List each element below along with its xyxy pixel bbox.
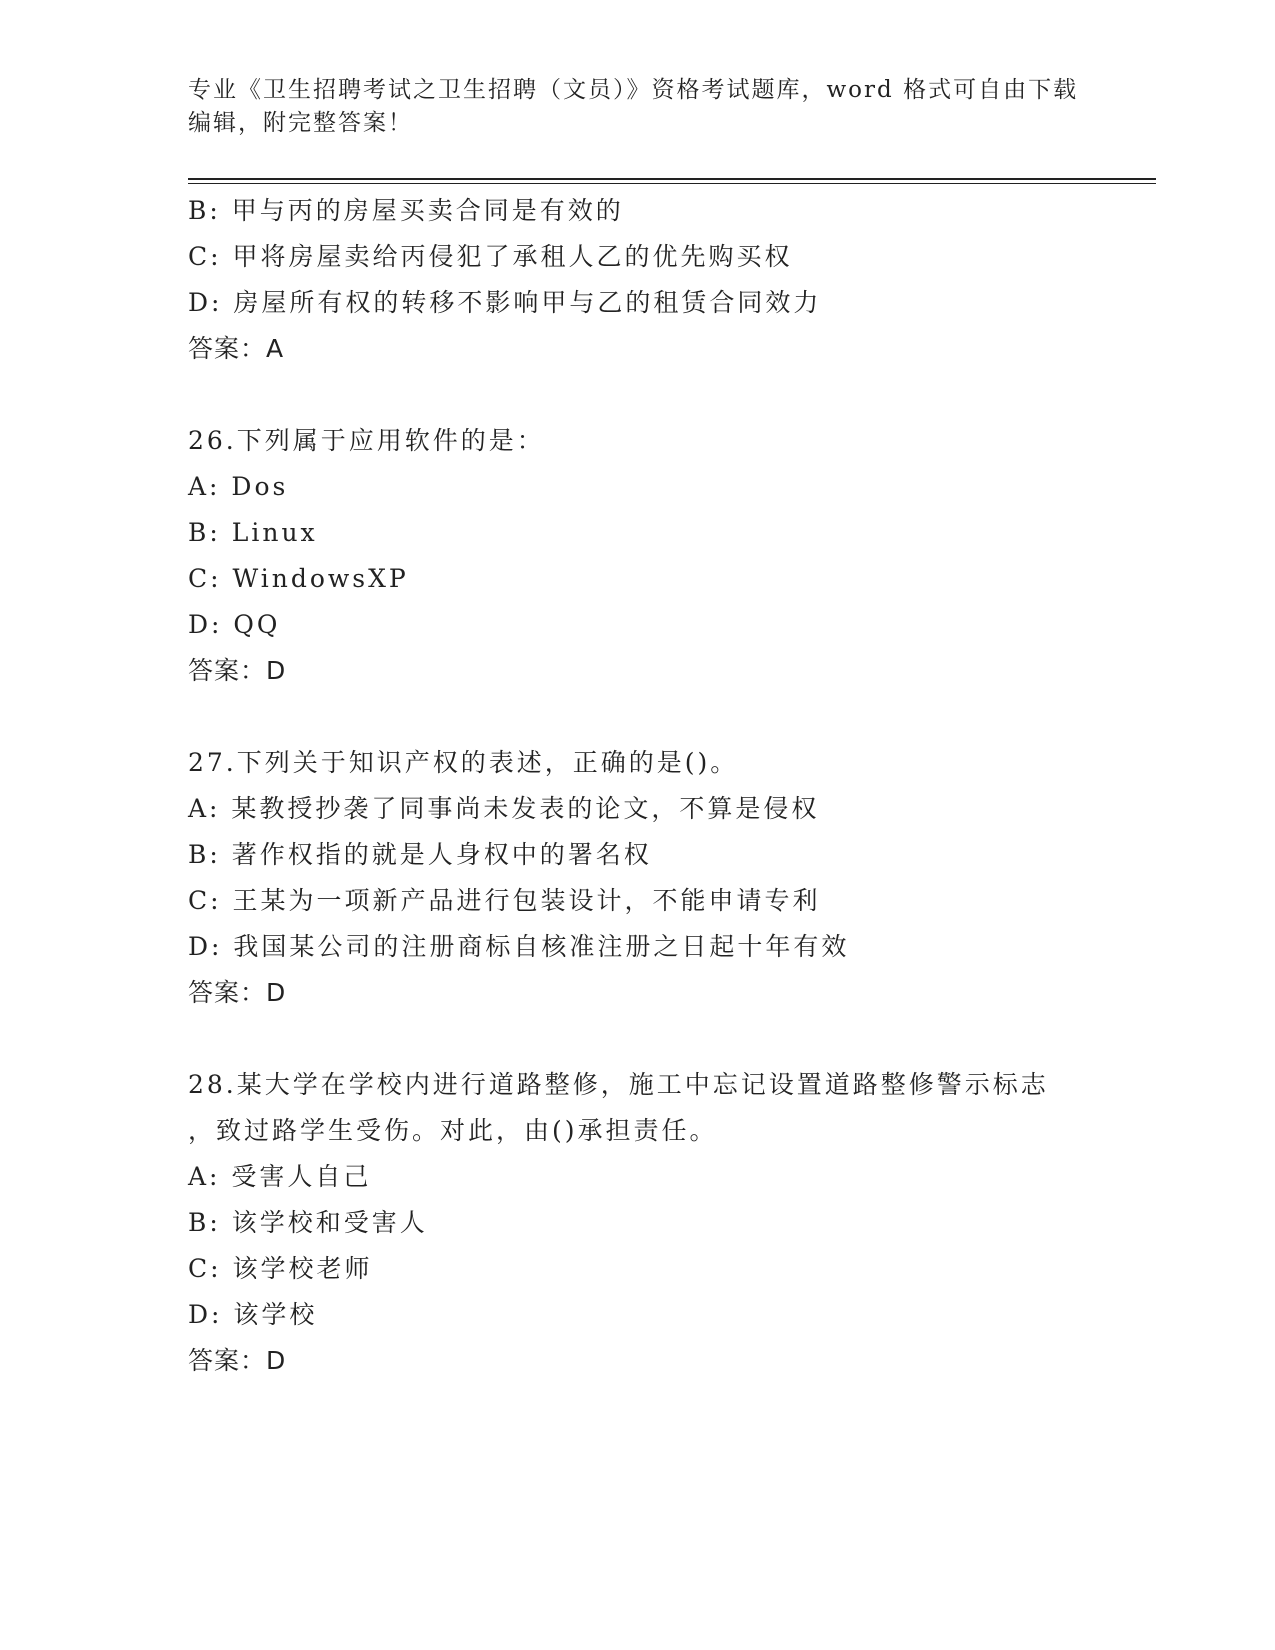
question-text-line-2: ，致过路学生受伤。对此，由()承担责任。 <box>188 1116 718 1145</box>
header-line-1: 专业《卫生招聘考试之卫生招聘（文员）》资格考试题库，word 格式可自由下载 <box>188 77 1079 103</box>
question-25-partial <box>188 188 1088 372</box>
option-b: B: 该学校和受害人 <box>188 1208 428 1237</box>
question-26 <box>188 418 1088 694</box>
spacer <box>188 694 1088 740</box>
question-28 <box>188 1062 1088 1384</box>
option-a: A: 受害人自己 <box>188 1162 372 1191</box>
option-d: D: QQ <box>188 610 281 639</box>
header-rule-thick <box>188 178 1156 180</box>
spacer <box>188 372 1088 418</box>
option-b: B: 著作权指的就是人身权中的署名权 <box>188 840 652 869</box>
option-b: B: Linux <box>188 518 318 547</box>
option-d: D: 该学校 <box>188 1300 318 1329</box>
answer: 答案：D <box>188 978 287 1007</box>
answer: 答案：A <box>188 334 285 363</box>
option-c: C: 王某为一项新产品进行包装设计，不能申请专利 <box>188 886 821 915</box>
answer: 答案：D <box>188 1346 287 1375</box>
question-list <box>188 188 1088 1384</box>
answer: 答案：D <box>188 656 287 685</box>
option-c: C: WindowsXP <box>188 564 409 593</box>
document-header <box>188 74 1088 140</box>
spacer <box>188 1016 1088 1062</box>
question-text: 27.下列关于知识产权的表述，正确的是()。 <box>188 748 739 777</box>
option-c: C: 该学校老师 <box>188 1254 373 1283</box>
question-27 <box>188 740 1088 1016</box>
option-d: D: 我国某公司的注册商标自核准注册之日起十年有效 <box>188 932 850 961</box>
option-c: C: 甲将房屋卖给丙侵犯了承租人乙的优先购买权 <box>188 242 793 271</box>
header-rule-thin <box>188 183 1156 184</box>
question-text-line-1: 28.某大学在学校内进行道路整修，施工中忘记设置道路整修警示标志 <box>188 1070 1049 1099</box>
option-b: B: 甲与丙的房屋买卖合同是有效的 <box>188 196 624 225</box>
option-a: A: Dos <box>188 472 289 501</box>
question-text: 26.下列属于应用软件的是： <box>188 426 545 455</box>
header-line-2: 编辑，附完整答案！ <box>188 110 413 136</box>
option-a: A: 某教授抄袭了同事尚未发表的论文，不算是侵权 <box>188 794 820 823</box>
option-d: D: 房屋所有权的转移不影响甲与乙的租赁合同效力 <box>188 288 822 317</box>
